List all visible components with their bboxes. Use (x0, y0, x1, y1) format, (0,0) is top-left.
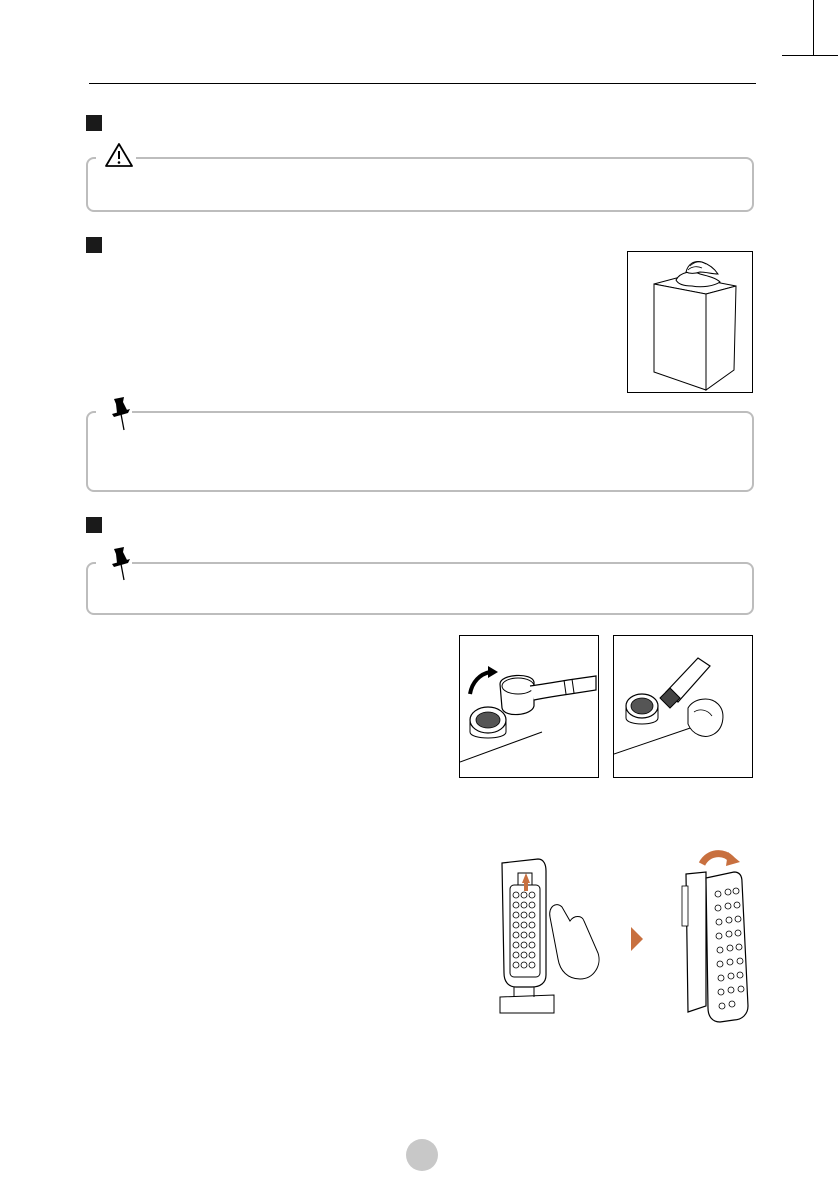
section-marker (86, 237, 102, 253)
inlet-hose-figure (459, 635, 599, 778)
inlet-hose-unscrew-illustration (460, 636, 598, 777)
section-marker (86, 115, 102, 131)
page-number-badge (406, 1139, 438, 1171)
cabinet-wipe-illustration (628, 252, 752, 392)
warning-icon (104, 142, 134, 168)
note-panel (86, 411, 754, 492)
note-panel (86, 562, 754, 615)
header-rule (89, 83, 756, 84)
filter-brush-figure (613, 635, 753, 778)
section-marker (86, 517, 102, 533)
lint-filter-open-figure (672, 846, 756, 1026)
lint-filter-removal-figure (474, 855, 616, 1017)
lint-filter-open-illustration (672, 846, 756, 1026)
step-arrow-icon (630, 926, 644, 952)
crop-mark-vertical (813, 0, 814, 56)
pushpin-icon (108, 396, 134, 432)
crop-mark-horizontal (782, 55, 838, 56)
filter-brush-cleaning-illustration (614, 636, 752, 777)
lint-filter-removal-illustration (474, 855, 616, 1017)
pushpin-icon (108, 546, 134, 582)
cabinet-wipe-figure (627, 251, 753, 393)
warning-panel (86, 157, 754, 212)
